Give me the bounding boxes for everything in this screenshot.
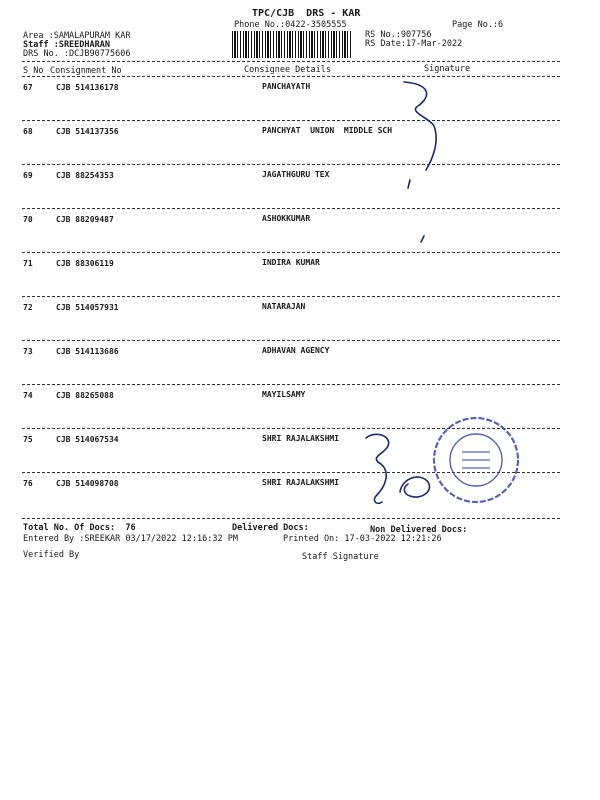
signature-tick [421,236,424,242]
delivered-docs: Delivered Docs: [232,523,309,533]
staff-signature-label: Staff Signature [302,552,379,562]
phone-number: Phone No.:0422-3505555 [234,20,347,30]
page-number: Page No.:6 [452,20,504,30]
consignment-number: CJB 514098708 [56,479,119,488]
consignment-number: CJB 88306119 [56,259,114,268]
consignee-name: PANCHYAT UNION MIDDLE SCH [262,126,393,135]
consignee-name: MAYILSAMY [262,390,306,399]
row-number: 75 [23,435,33,444]
printed-on: Printed On: 17-03-2022 12:21:26 [283,534,442,544]
consignment-number: CJB 88209487 [56,215,114,224]
col-consignment: Consignment No [50,66,122,76]
consignee-name: PANCHAYATH [262,82,311,91]
consignment-number: CJB 514136178 [56,83,119,92]
rubber-stamp [434,418,518,502]
total-docs: Total No. Of Docs: 76 [23,523,136,533]
drs-number: DRS No. :DCJB90775606 [23,49,131,59]
non-delivered-docs: Non Delivered Docs: [370,525,468,535]
consignment-number: CJB 514067534 [56,435,119,444]
consignment-number: CJB 88254353 [56,171,114,180]
row-number: 67 [23,83,33,92]
row-number: 70 [23,215,33,224]
row-number: 74 [23,391,33,400]
rs-number: RS No.:907756 [365,30,432,40]
row-number: 68 [23,127,33,136]
signature-tick [408,180,410,188]
verified-by: Verified By [23,550,80,560]
consignee-name: JAGATHGURU TEX [262,170,330,179]
col-signature: Signature [424,64,471,74]
signature-scribble [404,82,436,170]
row-number: 72 [23,303,33,312]
consignee-name: SHRI RAJALAKSHMI [262,434,340,443]
area: Area :SAMALAPURAM KAR [23,31,131,41]
row-number: 71 [23,259,33,268]
consignee-name: NATARAJAN [262,302,306,311]
col-sno: S No [23,66,44,76]
consignment-number: CJB 514137356 [56,127,119,136]
row-number: 69 [23,171,33,180]
consignee-name: ASHOKKUMAR [262,214,311,223]
consignee-name: ADHAVAN AGENCY [262,346,330,355]
consignee-name: SHRI RAJALAKSHMI [262,478,340,487]
row-number: 76 [23,479,33,488]
rs-date: RS Date:17-Mar-2022 [365,39,463,49]
row-number: 73 [23,347,33,356]
consignee-name: INDIRA KUMAR [262,258,320,267]
document-title: TPC/CJB DRS - KAR [252,8,361,19]
consignment-number: CJB 514113686 [56,347,119,356]
entered-by: Entered By :SREEKAR 03/17/2022 12:16:32 PM [23,534,238,544]
col-consignee: Consignee Details [244,65,331,75]
signature-scribble [400,477,429,497]
consignment-number: CJB 88265088 [56,391,114,400]
signature-scribble [366,434,389,503]
consignment-number: CJB 514057931 [56,303,119,312]
staff: Staff :SREEDHARAN [23,40,110,50]
